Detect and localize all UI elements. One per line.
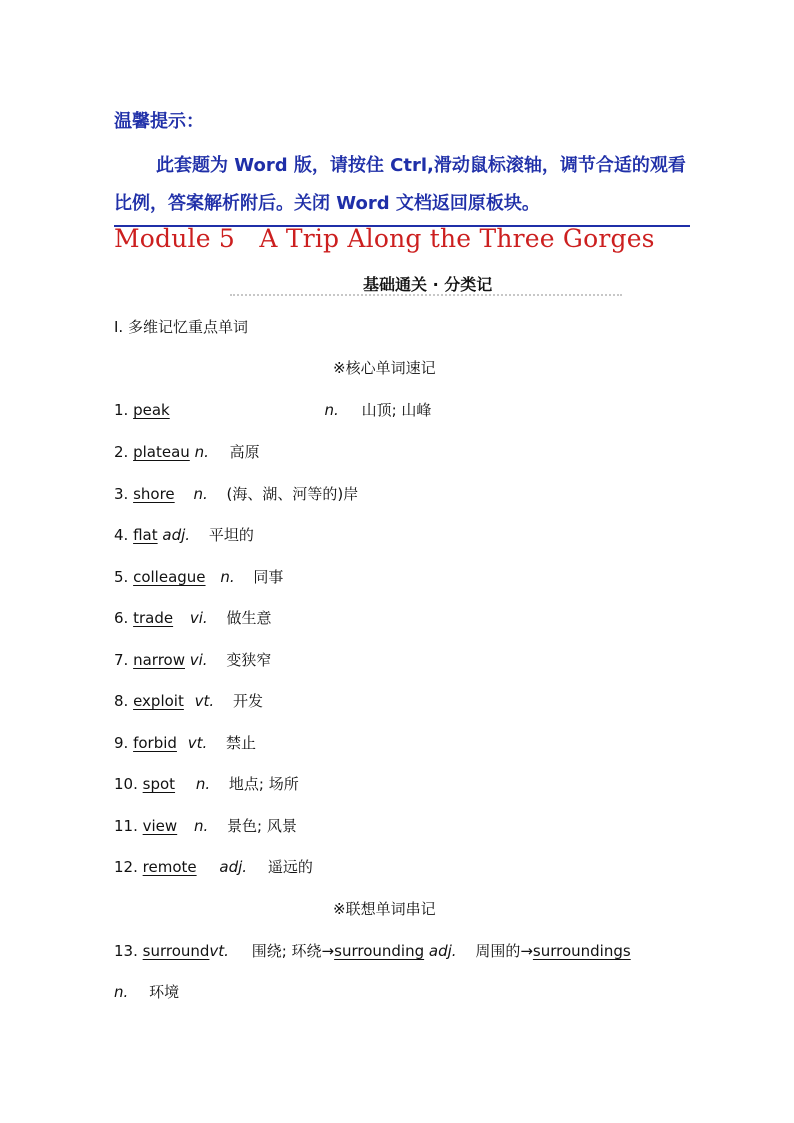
vocab-word: view — [142, 817, 178, 835]
meaning: 山顶; 山峰 — [361, 401, 432, 419]
meaning: 同事 — [253, 568, 284, 586]
item-number: 12. — [114, 858, 138, 876]
item-number: 1. — [114, 401, 129, 419]
vocab-item — [114, 815, 297, 836]
vocab-word: colleague — [133, 568, 206, 586]
vocab-word: remote — [142, 858, 197, 876]
vocab-word: forbid — [133, 734, 177, 752]
module-title: Module 5 A Trip Along the Three Gorges — [114, 224, 655, 253]
meaning: 禁止 — [226, 734, 257, 752]
item-number: 2. — [114, 443, 129, 461]
part-heading: Ⅰ. 多维记忆重点单词 — [114, 318, 248, 336]
meaning: 变狭窄 — [226, 651, 272, 669]
item-number: 4. — [114, 526, 129, 544]
part-of-speech: n. — [195, 775, 211, 793]
meaning: 遥远的 — [267, 858, 313, 876]
item-number: 10. — [114, 775, 138, 793]
vocab-word: plateau — [133, 443, 190, 461]
vocab-item — [114, 399, 431, 420]
core-words-heading: ※核心单词速记 — [333, 359, 436, 377]
dotted-divider — [230, 294, 622, 296]
vocab-item — [114, 607, 271, 628]
vocab-item — [114, 649, 271, 670]
part-of-speech: n. — [193, 817, 209, 835]
tip-body: 此套题为 Word 版，请按住 Ctrl,滑动鼠标滚轴，调节合适的观看比例，答案解析附后。关闭 Word 文档返回原板块。 — [114, 147, 690, 227]
vocab-item — [114, 566, 283, 587]
item-number: 13. — [114, 942, 138, 960]
derived-word: surrounding — [334, 942, 425, 960]
vocab-word: peak — [133, 401, 170, 419]
part-of-speech: n. — [193, 485, 208, 503]
item-number: 6. — [114, 609, 129, 627]
part-of-speech: adj. — [219, 858, 248, 876]
vocab-word: exploit — [133, 692, 184, 710]
vocab-word: shore — [133, 485, 175, 503]
meaning: (海、湖、河等的)岸 — [226, 485, 359, 503]
vocab-item — [114, 690, 263, 711]
item-number: 5. — [114, 568, 129, 586]
part-of-speech: adj. — [428, 942, 457, 960]
vocab-item — [114, 732, 256, 753]
part-of-speech: vt. — [187, 734, 208, 752]
item-number: 8. — [114, 692, 129, 710]
vocab-word: surround — [142, 942, 210, 960]
vocab-word: flat — [133, 526, 158, 544]
section-title: 基础通关 · 分类记 — [363, 275, 493, 294]
vocab-word: trade — [133, 609, 174, 627]
part-of-speech: vt. — [194, 692, 215, 710]
item-number: 3. — [114, 485, 129, 503]
part-of-speech: vt. — [209, 942, 229, 960]
item-number: 9. — [114, 734, 129, 752]
vocab-item — [114, 483, 358, 504]
meaning: 开发 — [232, 692, 263, 710]
vocab-item — [114, 441, 260, 462]
derived-word: surroundings — [532, 942, 631, 960]
meaning: 高原 — [229, 443, 260, 461]
meaning: 景色; 风景 — [227, 817, 297, 835]
meaning: 平坦的 — [208, 526, 254, 544]
vocab-item-continuation — [114, 981, 179, 1002]
part-of-speech: n. — [114, 983, 129, 1001]
meaning: 周围的→ — [475, 942, 533, 960]
part-of-speech: vi. — [189, 651, 208, 669]
associated-words-heading: ※联想单词串记 — [333, 900, 436, 918]
vocab-word: spot — [142, 775, 176, 793]
vocab-word: narrow — [133, 651, 185, 669]
part-of-speech: adj. — [162, 526, 191, 544]
meaning: 做生意 — [226, 609, 272, 627]
meaning: 围绕; 环绕→ — [251, 942, 335, 960]
part-of-speech: n. — [324, 401, 339, 419]
vocab-item — [114, 773, 299, 794]
meaning: 环境 — [149, 983, 180, 1001]
tip-title: 温馨提示： — [114, 111, 204, 132]
part-of-speech: n. — [194, 443, 209, 461]
part-of-speech: vi. — [189, 609, 208, 627]
part-of-speech: n. — [220, 568, 235, 586]
item-number: 7. — [114, 651, 129, 669]
vocab-item — [114, 524, 254, 545]
item-number: 11. — [114, 817, 138, 835]
vocab-item — [114, 940, 631, 961]
meaning: 地点; 场所 — [228, 775, 299, 793]
vocab-item — [114, 856, 313, 877]
